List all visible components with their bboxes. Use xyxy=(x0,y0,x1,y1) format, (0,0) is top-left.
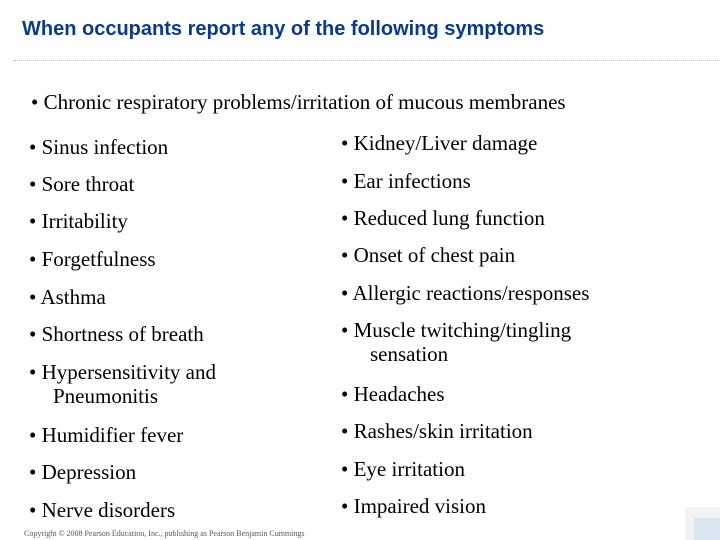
right-item-muscle-twitching xyxy=(341,318,571,366)
list-item-text: • Sore throat xyxy=(29,172,135,196)
list-item-text: • Reduced lung function xyxy=(341,206,545,230)
left-item-forgetfulness xyxy=(29,247,156,271)
left-item-humidifier-fever xyxy=(29,423,183,447)
right-item-impaired-vision xyxy=(341,494,486,518)
corner-decoration xyxy=(685,507,720,540)
right-item-kidney-liver xyxy=(341,131,537,155)
list-item-text: • Eye irritation xyxy=(341,457,465,481)
list-item-text: • Kidney/Liver damage xyxy=(341,131,538,155)
slide-title: When occupants report any of the following symptoms xyxy=(22,18,545,40)
right-item-allergic-reactions xyxy=(341,281,589,305)
left-item-shortness-of-breath xyxy=(29,322,204,346)
list-item-text: • Shortness of breath xyxy=(29,322,204,346)
list-item-text: • Sinus infection xyxy=(29,135,169,159)
list-item-text: • Impaired vision xyxy=(341,494,486,518)
left-item-asthma xyxy=(29,285,106,309)
copyright-notice: Copyright © 2008 Pearson Education, Inc., publishing as Pearson Benjamin Cummings xyxy=(24,529,305,538)
right-item-chest-pain xyxy=(341,243,515,267)
list-item-text: • Asthma xyxy=(29,285,106,309)
left-item-sore-throat xyxy=(29,172,134,196)
list-item-continuation: Pneumonitis xyxy=(53,384,159,408)
list-item-text: • Hypersensitivity and xyxy=(29,360,216,384)
right-item-headaches xyxy=(341,382,445,406)
left-item-depression xyxy=(29,460,136,484)
right-item-ear-infections xyxy=(341,169,471,193)
list-item-text: • Irritability xyxy=(29,209,128,233)
corner-accent xyxy=(694,518,720,540)
list-item-text: • Forgetfulness xyxy=(29,247,156,271)
list-item-text: • Humidifier fever xyxy=(29,423,184,447)
list-item-text: • Rashes/skin irritation xyxy=(341,419,533,443)
right-item-reduced-lung-function xyxy=(341,206,545,230)
intro-bullet: • Chronic respiratory problems/irritation of mucous membranes xyxy=(31,90,566,114)
list-item-text: • Ear infections xyxy=(341,169,471,193)
title-divider xyxy=(14,60,720,61)
left-item-hypersensitivity xyxy=(29,360,216,408)
left-item-irritability xyxy=(29,209,128,233)
right-item-eye-irritation xyxy=(341,457,465,481)
list-item-text: • Depression xyxy=(29,460,137,484)
right-item-rashes xyxy=(341,419,533,443)
list-item-text: • Muscle twitching/tingling xyxy=(341,318,572,342)
list-item-text: • Allergic reactions/responses xyxy=(341,281,590,305)
list-item-text: • Onset of chest pain xyxy=(341,243,516,267)
list-item-continuation: sensation xyxy=(370,342,449,366)
list-item-text: • Nerve disorders xyxy=(29,498,176,522)
left-item-sinus-infection xyxy=(29,135,168,159)
list-item-text: • Headaches xyxy=(341,382,445,406)
left-item-nerve-disorders xyxy=(29,498,175,522)
